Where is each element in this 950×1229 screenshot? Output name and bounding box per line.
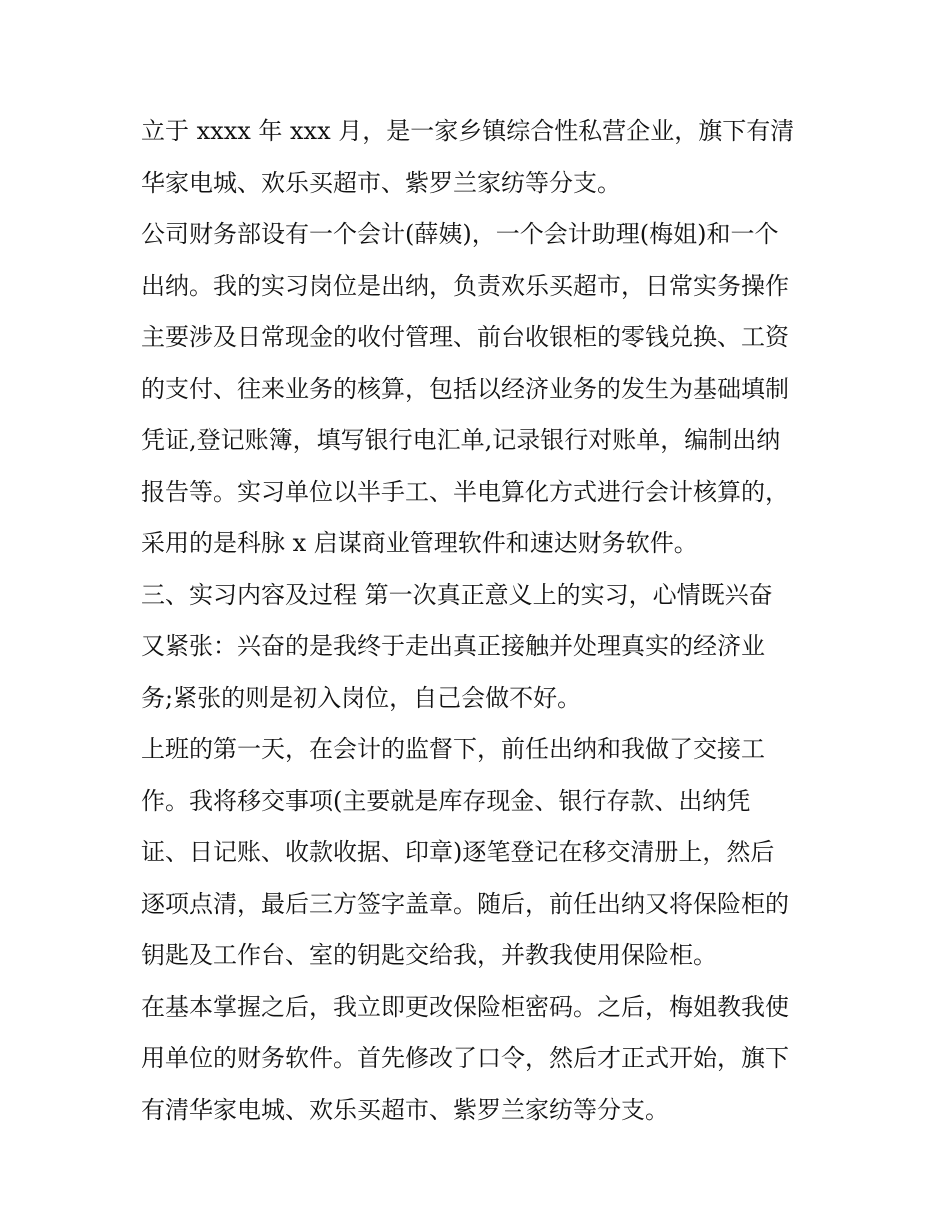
text-line: 钥匙及工作台、室的钥匙交给我，并教我使用保险柜。: [141, 941, 717, 969]
text-line: 务;紧张的则是初入岗位，自己会做不好。: [141, 683, 582, 712]
text-line: 上班的第一天，在会计的监督下，前任出纳和我做了交接工: [141, 735, 765, 763]
text-line: 出纳。我的实习岗位是出纳，负责欢乐买超市，日常实务操作: [141, 271, 789, 300]
text-line: 的支付、往来业务的核算，包括以经济业务的发生为基础填制: [141, 374, 789, 403]
text-line: 又紧张：兴奋的是我终于走出真正接触并处理真实的经济业: [141, 632, 765, 660]
text-line: 三、实习内容及过程 第一次真正意义上的实习，心情既兴奋: [141, 580, 773, 609]
text-line: 报告等。实习单位以半手工、半电算化方式进行会计核算的，: [141, 477, 789, 506]
text-line: 作。我将移交事项(主要就是库存现金、银行存款、出纳凭: [141, 786, 751, 815]
text-line: 逐项点清，最后三方签字盖章。随后，前任出纳又将保险柜的: [141, 889, 789, 918]
text-line: 证、日记账、收款收据、印章)逐笔登记在移交清册上，然后: [141, 838, 775, 866]
text-line: 在基本掌握之后，我立即更改保险柜密码。之后，梅姐教我使: [141, 992, 789, 1021]
text-line: 立于 xxxx 年 xxx 月，是一家乡镇综合性私营企业，旗下有清: [141, 117, 795, 145]
text-line: 采用的是科脉 x 启谋商业管理软件和速达财务软件。: [141, 529, 698, 557]
text-line: 用单位的财务软件。首先修改了口令，然后才正式开始，旗下: [141, 1044, 789, 1072]
document-body: [141, 106, 821, 1136]
text-line: 主要涉及日常现金的收付管理、前台收银柜的零钱兑换、工资: [141, 323, 789, 351]
text-line: 凭证,登记账簿，填写银行电汇单,记录银行对账单，编制出纳: [141, 426, 781, 454]
text-line: 有清华家电城、欢乐买超市、紫罗兰家纺等分支。: [141, 1095, 669, 1124]
text-line: 公司财务部设有一个会计(薛姨)，一个会计助理(梅姐)和一个: [141, 220, 779, 248]
text-line: 华家电城、欢乐买超市、紫罗兰家纺等分支。: [141, 168, 621, 197]
